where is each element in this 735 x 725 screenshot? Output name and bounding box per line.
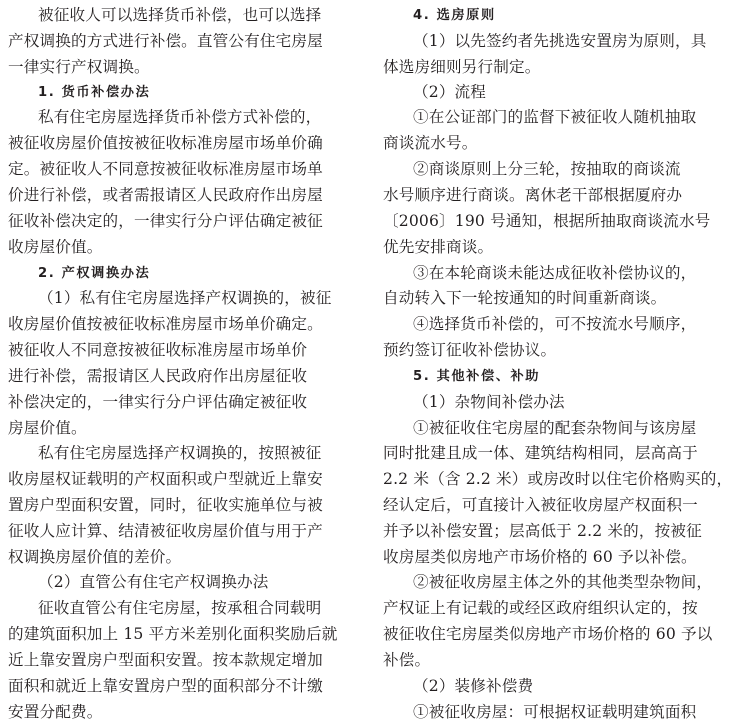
left-text-line: 征收人应计算、结清被征收房屋价值与用于产 [8, 522, 323, 540]
right-text-line: 水号顺序进行商谈。离休老干部根据厦府办 [383, 186, 683, 204]
right-text-line: 体选房细则另行制定。 [383, 58, 541, 76]
right-text-line: 优先安排商谈。 [383, 238, 494, 256]
right-text-line: ①被征收住宅房屋的配套杂物间与该房屋 [413, 419, 697, 437]
right-text-line: 预约签订征收补偿协议。 [383, 341, 557, 359]
left-text-line: 面积和就近上靠安置房户型的面积部分不计缴 [8, 677, 323, 695]
right-text-line: 并予以补偿安置；层高低于 2.2 米的，按被征 [383, 522, 702, 540]
left-text-line: 被征收人不同意按被征收标准房屋市场单价 [8, 341, 308, 359]
left-text-line: 安置分配费。 [8, 703, 103, 721]
left-section-heading: 1. 货币补偿办法 [38, 85, 151, 100]
right-text-line: 自动转入下一轮按通知的时间重新商谈。 [383, 289, 667, 307]
right-text-line: （2）流程 [413, 83, 487, 101]
left-text-line: 补偿决定的，一律实行分户评估确定被征收 [8, 393, 308, 411]
right-section-heading: 4. 选房原则 [413, 8, 496, 23]
left-text-line: 一律实行产权调换。 [8, 58, 150, 76]
left-text-line: 收房屋权证载明的产权面积或户型就近上靠安 [8, 470, 323, 488]
right-text-line: 收房屋类似房地产市场价格的 60 予以补偿。 [383, 548, 697, 566]
right-text-line: ①被征收房屋：可根据权证载明建筑面积 [413, 703, 697, 721]
left-text-line: 私有住宅房屋选择货币补偿方式补偿的， [38, 108, 322, 126]
left-section-heading: 2. 产权调换办法 [38, 266, 151, 281]
left-text-line: 收房屋价值按被征收标准房屋市场单价确定。 [8, 315, 323, 333]
left-text-line: 的建筑面积加上 15 平方米差别化面积奖励后就 [8, 625, 338, 643]
right-text-line: （2）装修补偿费 [413, 677, 534, 695]
left-text-line: 近上靠安置房户型面积安置。按本款规定增加 [8, 651, 323, 669]
right-text-line: ②商谈原则上分三轮，按抽取的商谈流 [413, 160, 681, 178]
right-section-heading: 5. 其他补偿、补助 [413, 369, 541, 384]
left-text-line: 定。被征收人不同意按被征收标准房屋市场单 [8, 160, 323, 178]
left-text-line: 房屋价值。 [8, 419, 87, 437]
right-text-line: （1）以先签约者先挑选安置房为原则，具 [413, 32, 707, 50]
left-text-line: 被征收人可以选择货币补偿，也可以选择 [38, 6, 322, 24]
left-text-line: 产权调换的方式进行补偿。直管公有住宅房屋 [8, 32, 323, 50]
right-text-line: 被征收住宅房屋类似房地产市场价格的 60 予以 [383, 625, 713, 643]
right-text-line: 2.2 米（含 2.2 米）或房改时以住宅价格购买的， [383, 470, 733, 488]
left-text-line: 被征收房屋价值按被征收标准房屋市场单价确 [8, 134, 323, 152]
right-text-line: 经认定后，可直接计入被征收房屋产权面积一 [383, 496, 698, 514]
right-text-line: ④选择货币补偿的，可不按流水号顺序， [413, 315, 697, 333]
right-text-line: 产权证上有记载的或经区政府组织认定的，按 [383, 599, 698, 617]
right-text-line: 商谈流水号。 [383, 134, 478, 152]
left-text-line: 收房屋价值。 [8, 238, 103, 256]
right-text-line: 补偿。 [383, 651, 431, 669]
right-text-line: 同时批建且成一体、建筑结构相同，层高高于 [383, 444, 698, 462]
right-text-line: ③在本轮商谈未能达成征收补偿协议的， [413, 264, 697, 282]
left-text-line: 置房户型面积安置，同时，征收实施单位与被 [8, 496, 323, 514]
left-text-line: 价进行补偿，或者需报请区人民政府作出房屋 [8, 186, 323, 204]
right-text-line: 〔2006〕190 号通知，根据所抽取商谈流水号 [383, 212, 711, 230]
left-text-line: 权调换房屋价值的差价。 [8, 548, 182, 566]
left-text-line: （2）直管公有住宅产权调换办法 [38, 573, 269, 591]
left-text-line: （1）私有住宅房屋选择产权调换的，被征 [38, 289, 332, 307]
left-text-line: 进行补偿，需报请区人民政府作出房屋征收 [8, 367, 308, 385]
right-text-line: （1）杂物间补偿办法 [413, 393, 565, 411]
left-text-line: 私有住宅房屋选择产权调换的，按照被征 [38, 444, 322, 462]
right-text-line: ①在公证部门的监督下被征收人随机抽取 [413, 108, 697, 126]
left-text-line: 征收补偿决定的，一律实行分户评估确定被征 [8, 212, 323, 230]
left-text-line: 征收直管公有住宅房屋，按承租合同载明 [38, 599, 322, 617]
right-text-line: ②被征收房屋主体之外的其他类型杂物间， [413, 573, 713, 591]
